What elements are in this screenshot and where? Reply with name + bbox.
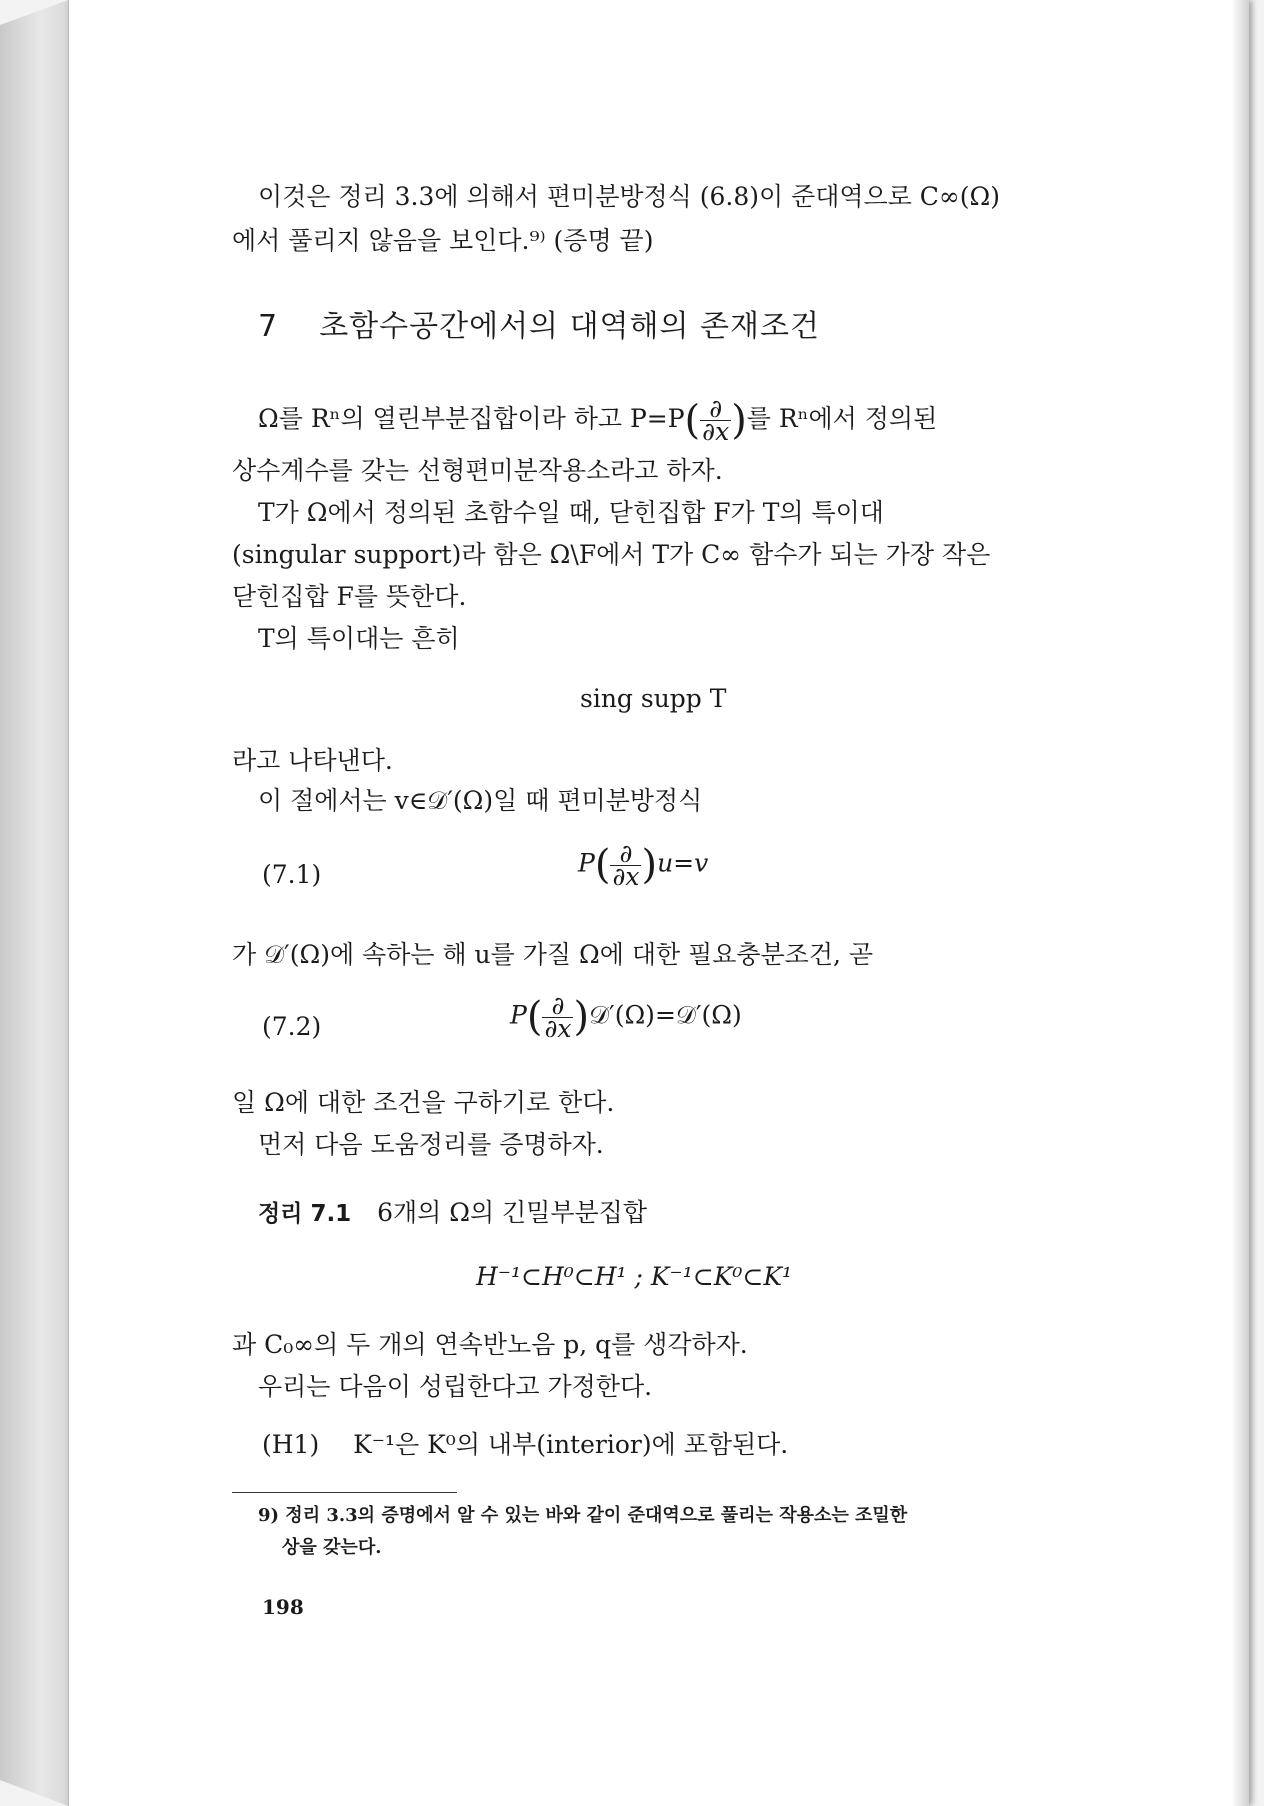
eq72-rhs: 𝒟′(Ω)=𝒟′(Ω)	[589, 1000, 742, 1030]
h1-label: (H1)	[262, 1430, 320, 1459]
para1-line1: 이것은 정리 3.3에 의해서 편미분방정식 (6.8)이 준대역으로 C∞(Ω)	[258, 182, 1000, 211]
para9-line1: 과 C₀∞의 두 개의 연속반노음 p, q를 생각하자.	[232, 1330, 748, 1359]
page-edge	[1233, 0, 1249, 1806]
eq71-rhs: u=v	[657, 848, 709, 878]
footnote-line2: 상을 갖는다.	[282, 1537, 382, 1558]
eq72-fraction	[542, 990, 573, 1043]
eq72-num: ∂	[542, 995, 573, 1018]
book-spine	[0, 0, 68, 1806]
para2-line1: Ω를 Rⁿ의 열린부분집합이라 하고 P=P( $\frac{\partial}{\partial x}$ )를 Rⁿ에서 정의된	[258, 394, 938, 446]
eq72: P( $\frac{\partial}{\partial x}$ )𝒟′(Ω)=𝒟′(Ω)	[510, 990, 742, 1043]
footnote-rule	[232, 1492, 457, 1493]
eq71-den: ∂x	[612, 861, 640, 891]
footnote-line1: 9) 정리 3.3의 증명에서 알 수 있는 바와 같이 준대역으로 풀리는 작용소는 조밀한	[258, 1505, 908, 1526]
lemma-line	[258, 1196, 647, 1231]
h1-line	[262, 1428, 788, 1462]
para2-line2: 상수계수를 갖는 선형편미분작용소라고 하자.	[232, 456, 723, 485]
display-sing-supp: sing supp T	[580, 684, 727, 713]
para3-line3: 닫힌집합 F를 뜻한다.	[232, 582, 467, 611]
para6-line1: 이 절에서는 v∈𝒟′(Ω)일 때 편미분방정식	[258, 786, 703, 815]
para5-line1: 라고 나타낸다.	[232, 746, 393, 775]
partial-fraction	[700, 394, 731, 446]
eq71-num: ∂	[610, 843, 641, 866]
eq72-lhs: P	[510, 1000, 527, 1030]
frac-den: ∂x	[702, 417, 730, 446]
display-subsets: H⁻¹⊂H⁰⊂H¹ ; K⁻¹⊂K⁰⊂K¹	[476, 1262, 793, 1291]
frac-num: ∂	[700, 398, 731, 421]
para3-line2: (singular support)라 함은 Ω\F에서 T가 C∞ 함수가 되는 가장 작은	[232, 540, 991, 569]
page-number: 198	[262, 1595, 304, 1619]
eq71-fraction	[610, 838, 641, 891]
para2-line1-b: 를 Rⁿ에서 정의된	[746, 404, 938, 433]
para4-line1: T의 특이대는 흔히	[258, 624, 460, 653]
para7-line1: 가 𝒟′(Ω)에 속하는 해 u를 가질 Ω에 대한 필요충분조건, 곧	[232, 940, 874, 969]
para9-line2: 우리는 다음이 성립한다고 가정한다.	[258, 1372, 653, 1401]
eq71-label: (7.1)	[262, 860, 322, 889]
section-title: 초함수공간에서의 대역해의 존재조건	[319, 309, 820, 344]
para3-line1: T가 Ω에서 정의된 초함수일 때, 닫힌집합 F가 T의 특이대	[258, 498, 884, 527]
eq72-den: ∂x	[544, 1013, 572, 1043]
eq72-label: (7.2)	[262, 1012, 322, 1041]
lemma-text: 6개의 Ω의 긴밀부분집합	[377, 1198, 647, 1227]
eq71: P( $\frac{\partial}{\partial x}$ )u=v	[578, 838, 709, 891]
para8-line1: 일 Ω에 대한 조건을 구하기로 한다.	[232, 1088, 615, 1117]
para2-line1-a: Ω를 Rⁿ의 열린부분집합이라 하고 P=P	[258, 404, 685, 433]
section-heading	[258, 310, 820, 344]
para1-line2: 에서 풀리지 않음을 보인다.⁹⁾ (증명 끝)	[232, 226, 654, 255]
section-number: 7	[258, 309, 279, 344]
para8-line2: 먼저 다음 도움정리를 증명하자.	[258, 1130, 604, 1159]
h1-text: K⁻¹은 K⁰의 내부(interior)에 포함된다.	[353, 1430, 789, 1459]
lemma-label: 정리 7.1	[258, 1201, 352, 1227]
book-page	[68, 0, 1249, 1806]
eq71-lhs: P	[578, 848, 595, 878]
